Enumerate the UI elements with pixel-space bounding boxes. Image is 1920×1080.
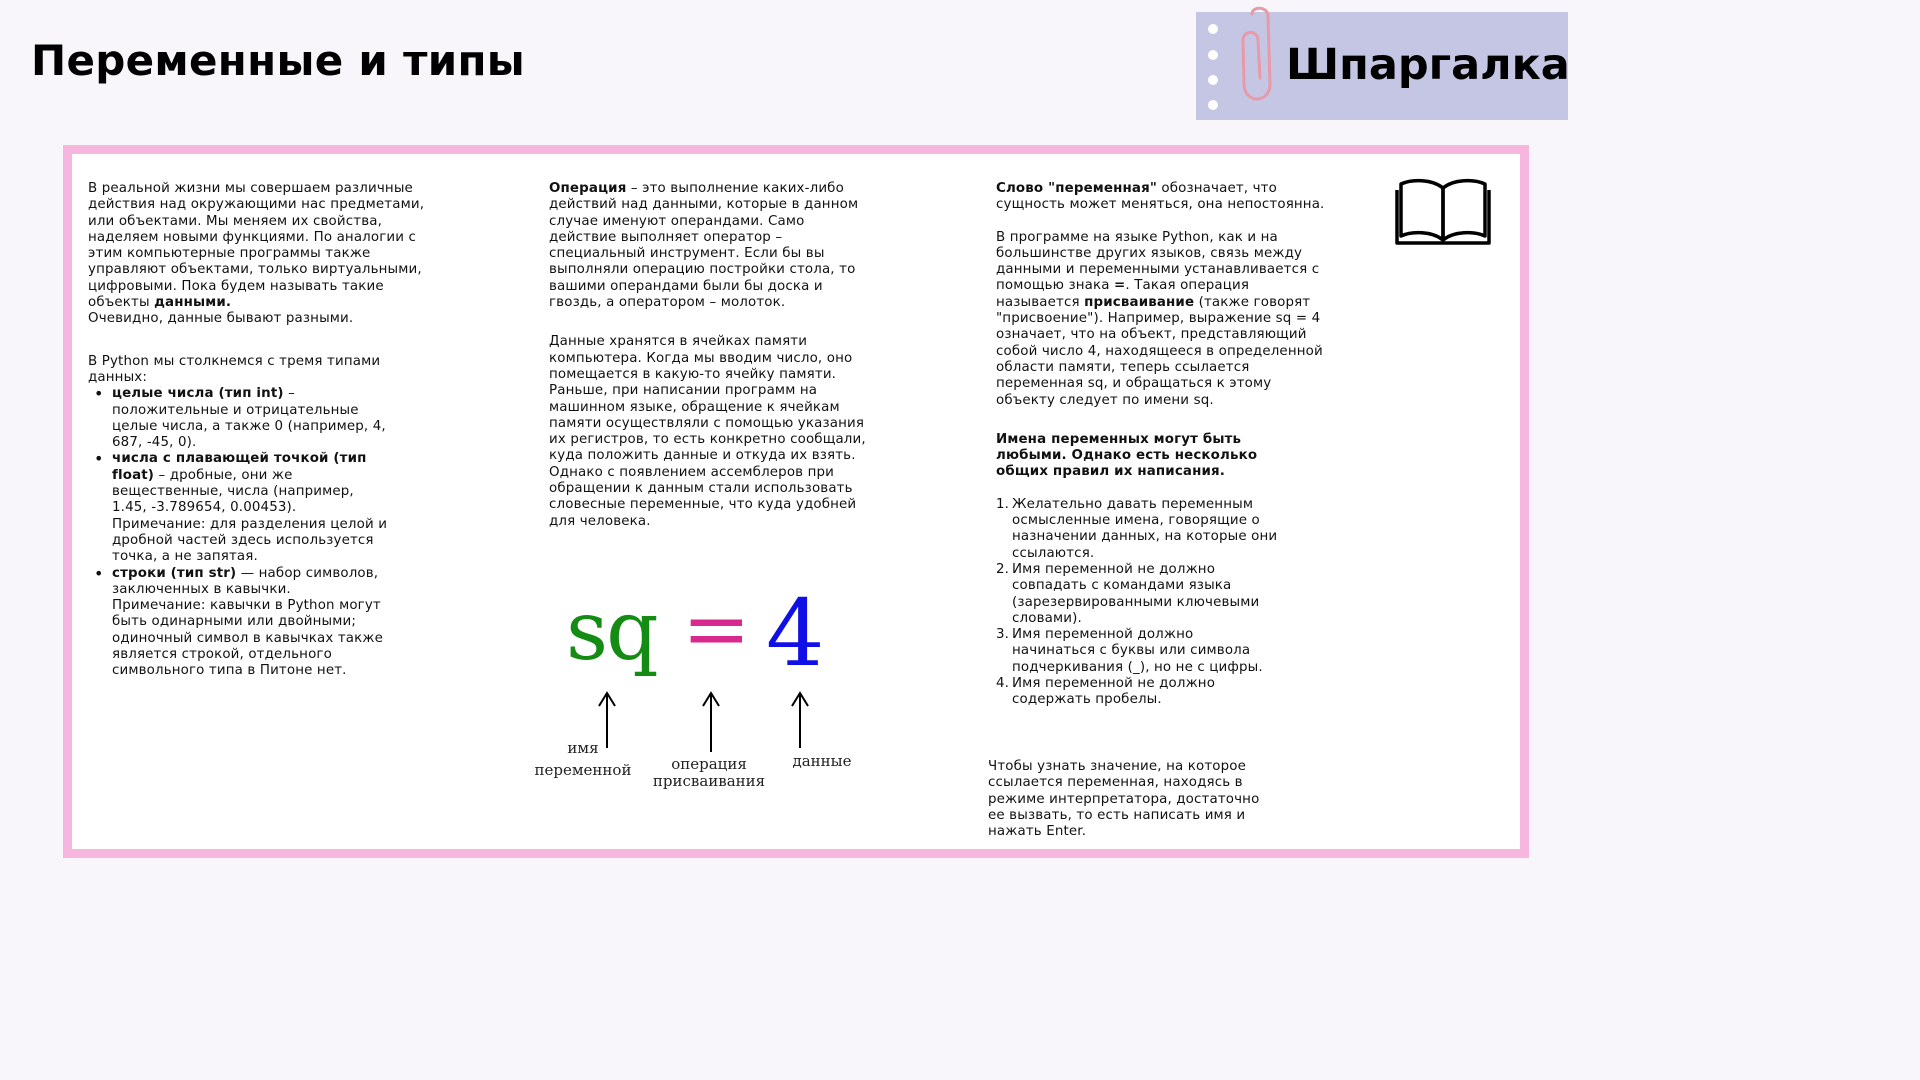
assignment-diagram bbox=[530, 580, 870, 800]
binder-hole bbox=[1208, 100, 1218, 110]
binder-hole bbox=[1208, 50, 1218, 60]
list-item: • целые числа (тип int) – положительные и отрицательные целые числа, а также 0 (например, 4, 687, -45, 0). bbox=[88, 386, 388, 451]
rules-title: Имена переменных могут быть любыми. Однако есть несколько общих правил их написания. bbox=[996, 431, 1258, 480]
operation-paragraph: Операция – это выполнение каких-либо действий над данными, которые в данном случае именуют операндами. Само действие выполняет оператор – специальный инструмент. Если бы вы выполняли операцию постройки стола, то вашими операндами были бы доска и гвоздь, а оператором – молоток. bbox=[549, 181, 859, 311]
list-item: 4. Имя переменной не должно содержать пробелы. bbox=[996, 676, 1216, 708]
formula-variable: sq bbox=[566, 584, 657, 679]
cheat-sheet-label: Шпаргалка bbox=[1286, 40, 1570, 90]
caption-assignment: операция присваивания bbox=[652, 755, 766, 790]
column-variables bbox=[996, 181, 1326, 709]
list-item: • числа с плавающей точкой (тип float) – дробные, они же вещественные, числа (например, 1.45, -3.789654, 0.00453). Примечание: для разделения целой и дробной частей здесь используется точка, а не запятая. bbox=[88, 451, 388, 565]
variable-word-paragraph: Слово "переменная" обозначает, что сущность может меняться, она непостоянна. bbox=[996, 181, 1325, 213]
assignment-paragraph: В программе на языке Python, как и на большинстве других языков, связь между данными и переменными устанавливается с помощью знака =. Такая операция называется присваивание (также говорят "присвоение"). Например, выражение sq = 4 означает, что на объект, представляющий собой число 4, находящееся в определенной области памяти, теперь ссылается переменная sq, и обращаться к этому объекту следует по имени sq. bbox=[996, 229, 1323, 408]
column-intro bbox=[88, 181, 440, 680]
list-item: 1. Желательно давать переменным осмысленные имена, говорящие о назначении данных, на которые они ссылаются. bbox=[996, 496, 1278, 561]
paperclip-icon bbox=[1238, 6, 1278, 112]
list-item: 3. Имя переменной должно начинаться с буквы или символа подчеркивания (_), но не с цифры. bbox=[996, 627, 1263, 675]
binder-hole bbox=[1208, 75, 1218, 85]
column-operations bbox=[549, 181, 869, 530]
list-item: • строки (тип str) — набор символов, заключенных в кавычки. Примечание: кавычки в Python могут быть одинарными или двойными; одиночный символ в кавычках также является строкой, отдельного символьного типа в Питоне нет. bbox=[88, 566, 388, 680]
types-list bbox=[88, 386, 388, 679]
formula-value: 4 bbox=[766, 580, 825, 687]
formula-operator: = bbox=[682, 582, 751, 677]
outro-paragraph: Чтобы узнать значение, на которое ссылается переменная, находясь в режиме интерпретатора, достаточно ее вызвать, то есть написать имя и нажать Enter. bbox=[988, 759, 1260, 840]
rules-list bbox=[996, 497, 1278, 709]
caption-variable-name: имя переменной bbox=[534, 739, 632, 779]
binder-hole bbox=[1208, 24, 1218, 34]
open-book-icon bbox=[1394, 176, 1492, 246]
cheat-sheet-banner bbox=[1196, 12, 1568, 120]
list-item: 2. Имя переменной не должно совпадать с командами языка (зарезервированными ключевыми словами). bbox=[996, 561, 1260, 626]
caption-data: данные bbox=[792, 752, 852, 770]
page-title: Переменные и типы bbox=[31, 36, 526, 85]
types-intro: В Python мы столкнемся с тремя типами данных: bbox=[88, 353, 381, 385]
intro-paragraph: В реальной жизни мы совершаем различные действия над окружающими нас предметами, или объектами. Мы меняем их свойства, наделяем новыми функциями. По аналогии с этим компьютерные программы также управляют объектами, только виртуальными, цифровыми. Пока будем называть такие объекты данными. Очевидно, данные бывают разными. bbox=[88, 181, 425, 327]
memory-paragraph: Данные хранятся в ячейках памяти компьютера. Когда мы вводим число, оно помещается в какую-то ячейку памяти. Раньше, при написании программ на машинном языке, обращение к ячейкам памяти осуществляли с помощью указания их регистров, то есть конкретно сообщали, куда положить данные и откуда их взять. Однако с появлением ассемблеров при обращении к данным стали использовать словесные переменные, что куда удобней для человека. bbox=[549, 334, 866, 529]
